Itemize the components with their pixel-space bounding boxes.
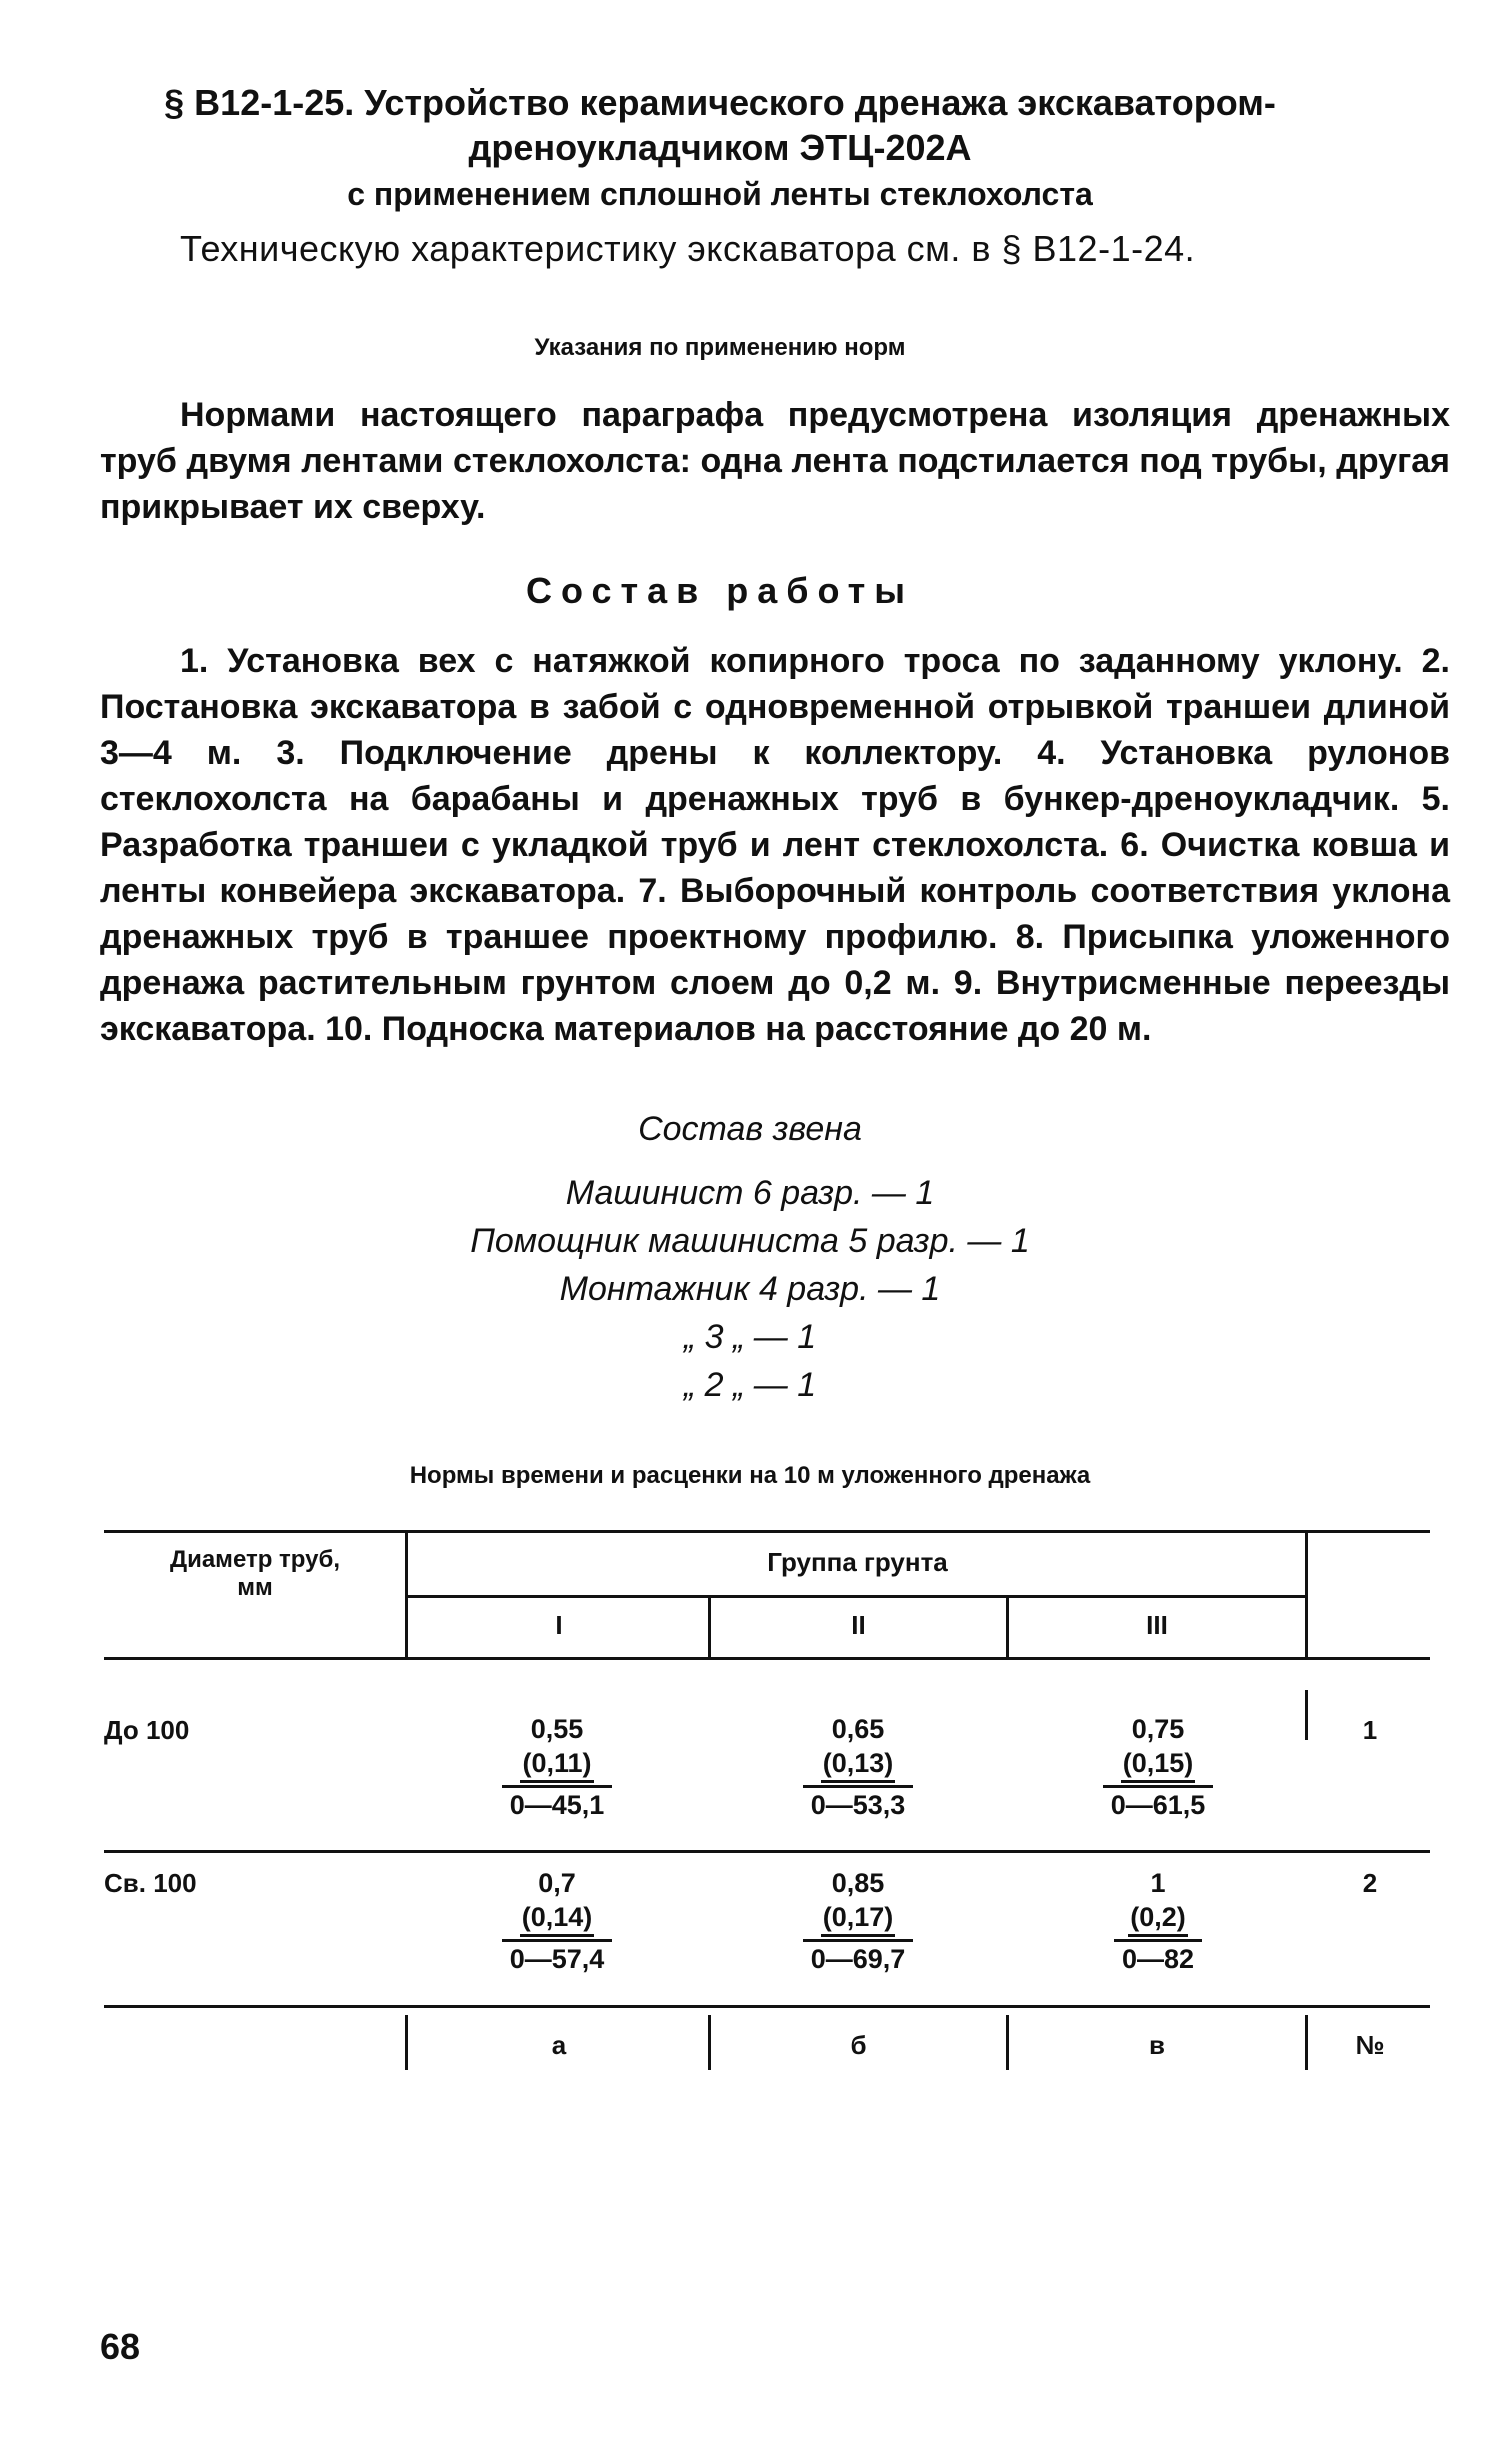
cell-price: 0—45,1 bbox=[502, 1785, 613, 1822]
crew-line: Монтажник 4 разр. — 1 bbox=[559, 1270, 941, 1308]
table-col-divider bbox=[405, 1530, 408, 1658]
table-cell bbox=[758, 1866, 958, 1976]
header-group: Группа грунта bbox=[767, 1547, 948, 1577]
row-label: Св. 100 bbox=[104, 1868, 197, 1898]
row-number: 2 bbox=[1362, 1868, 1378, 1898]
table-col-divider bbox=[405, 2015, 408, 2070]
table-rule-bottom bbox=[104, 2005, 1430, 2008]
cell-machine: (0,15) bbox=[1121, 1746, 1196, 1783]
footer-col-b: б bbox=[850, 2030, 867, 2060]
work-heading: Состав работы bbox=[525, 570, 915, 611]
table-col-divider bbox=[1305, 1690, 1308, 1740]
cell-price: 0—57,4 bbox=[502, 1939, 613, 1976]
cell-machine: (0,17) bbox=[821, 1900, 896, 1937]
cell-machine: (0,13) bbox=[821, 1746, 896, 1783]
table-rule-top bbox=[104, 1530, 1430, 1533]
table-cell bbox=[758, 1712, 958, 1822]
table-rule-group bbox=[406, 1595, 1306, 1598]
crew-line: „ 2 „ — 1 bbox=[683, 1366, 817, 1404]
footer-col-a: а bbox=[551, 2030, 567, 2060]
crew-title: Состав звена bbox=[638, 1110, 862, 1148]
section-title-line-1: § В12-1-25. Устройство керамического дренажа экскаватором- bbox=[164, 82, 1276, 123]
table-col-divider bbox=[1305, 2015, 1308, 2070]
header-group-1: I bbox=[555, 1610, 563, 1640]
footer-col-v: в bbox=[1149, 2030, 1165, 2060]
crew-line: Помощник машиниста 5 разр. — 1 bbox=[470, 1222, 1030, 1260]
section-title-line-2: дреноукладчиком ЭТЦ-202А bbox=[468, 127, 972, 168]
section-title-line-3: с применением сплошной ленты стеклохолста bbox=[347, 176, 1093, 212]
cell-price: 0—82 bbox=[1114, 1939, 1202, 1976]
table-cell bbox=[457, 1866, 657, 1976]
row-label: До 100 bbox=[104, 1715, 190, 1745]
cell-machine: (0,11) bbox=[520, 1746, 593, 1783]
table-cell bbox=[1058, 1712, 1258, 1822]
page-number: 68 bbox=[100, 2326, 141, 2367]
cell-machine: (0,14) bbox=[520, 1900, 595, 1937]
cell-time: 0,7 bbox=[538, 1868, 576, 1898]
table-rule-header bbox=[104, 1657, 1430, 1660]
cell-time: 1 bbox=[1150, 1868, 1166, 1898]
table-cell bbox=[1058, 1866, 1258, 1976]
work-paragraph: 1. Установка вех с натяжкой копирного троса по заданному уклону. 2. Постановка экскаватора в забой с одновременной отрывкой траншеи длиной 3—4 м. 3. Подключение дрены к коллектору. 4. Установка рулонов стеклохолста на барабаны и дренажных труб в бункер-дреноукладчик. 5. Разработка траншеи с укладкой труб и лент стеклохолста. 6. Очистка ковша и ленты конвейера экскаватора. 7. Выборочный контроль соответствия уклона дренажных труб в траншее проектному профилю. 8. Присыпка уложенного дренажа растительным грунтом слоем до 0,2 м. 9. Внутрисменные переезды экскаватора. 10. Подноска материалов на расстояние до 20 м. bbox=[100, 642, 1450, 1048]
table-rule-row bbox=[104, 1850, 1430, 1853]
cell-machine: (0,2) bbox=[1128, 1900, 1188, 1937]
table-title: Нормы времени и расценки на 10 м уложенного дренажа bbox=[409, 1462, 1091, 1489]
row-number: 1 bbox=[1362, 1715, 1378, 1745]
header-group-3: III bbox=[1146, 1610, 1168, 1640]
norms-heading: Указания по применению норм bbox=[534, 334, 906, 361]
header-diameter: Диаметр труб, мм bbox=[169, 1546, 340, 1601]
norms-paragraph: Нормами настоящего параграфа предусмотрена изоляция дренажных труб двумя лентами стеклохолста: одна лента подстилается под трубы, другая прикрывает их сверху. bbox=[100, 396, 1450, 526]
header-group-2: II bbox=[851, 1610, 866, 1640]
cell-time: 0,65 bbox=[831, 1714, 885, 1744]
crew-line: Машинист 6 разр. — 1 bbox=[565, 1174, 935, 1212]
footer-col-number: № bbox=[1355, 2030, 1385, 2060]
cell-price: 0—61,5 bbox=[1103, 1785, 1214, 1822]
cell-price: 0—53,3 bbox=[803, 1785, 914, 1822]
table-col-divider bbox=[1305, 1530, 1308, 1658]
cell-price: 0—69,7 bbox=[803, 1939, 914, 1976]
reference-text: Техническую характеристику экскаватора см. в § В12-1-24. bbox=[180, 228, 1196, 269]
crew-line: „ 3 „ — 1 bbox=[683, 1318, 817, 1356]
table-cell bbox=[457, 1712, 657, 1822]
cell-time: 0,75 bbox=[1131, 1714, 1185, 1744]
cell-time: 0,85 bbox=[831, 1868, 885, 1898]
cell-time: 0,55 bbox=[530, 1714, 584, 1744]
